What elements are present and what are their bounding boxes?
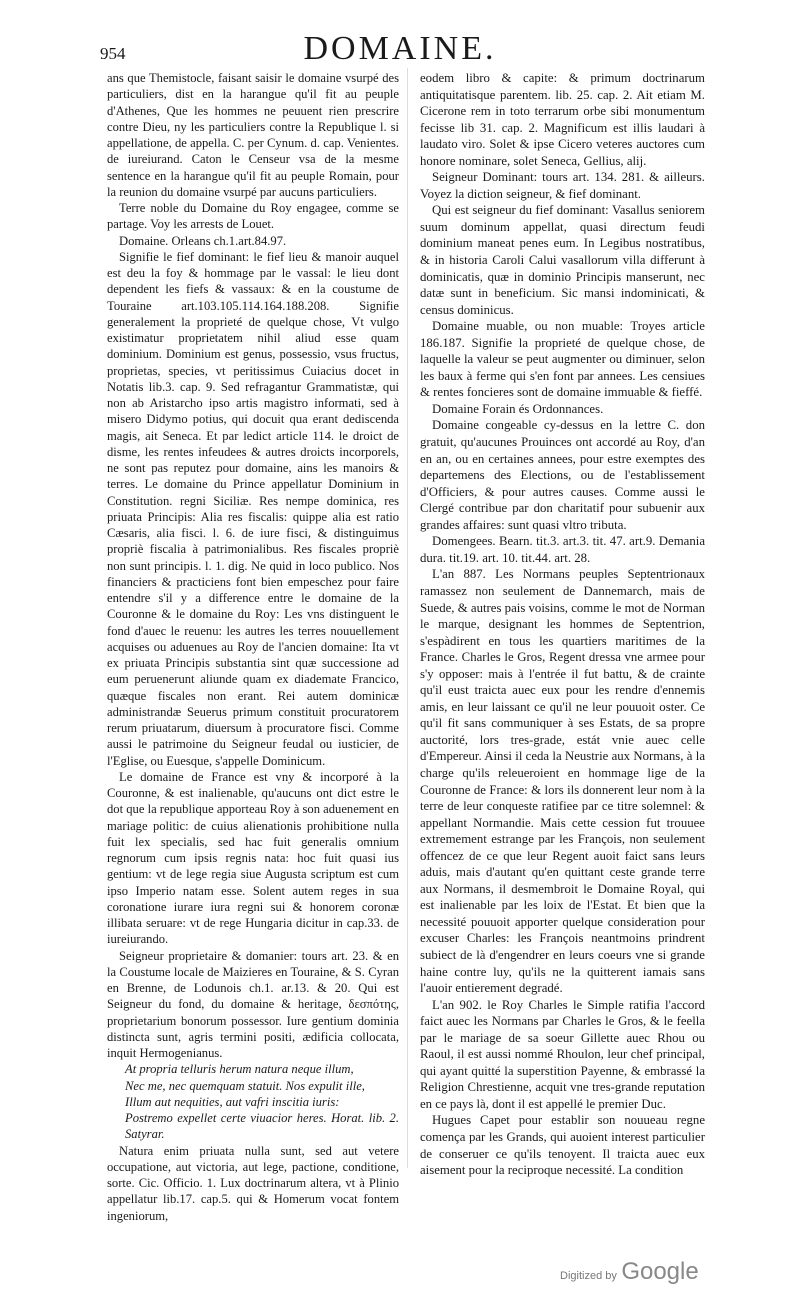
- paragraph: Domaine congeable cy-dessus en la lettre C. don gratuit, qu'aucunes Prouinces ont accordé au Roy, d'an en an, ou en certaines annees, pour estre exemptes des departemens des Elections, ou de l'establissement d'Officiers, & pour autres causes. Comme aussi le Clergé contribue par don charitatif pour subuenir aux grandes affaires: sunt quasi vltro tributa.: [420, 418, 705, 532]
- paragraph: Terre noble du Domaine du Roy engagee, comme se partage. Voy les arrests de Louet.: [107, 201, 399, 232]
- verse-line: Illum aut nequities, aut vafri inscitia iuris:: [125, 1094, 340, 1109]
- paragraph: Seigneur Dominant: tours art. 134. 281. & ailleurs. Voyez la diction seigneur, & fief dominant.: [420, 170, 705, 201]
- paragraph: Qui est seigneur du fief dominant: Vasallus seniorem suum dominum appellat, quasi directum feudi dominium maneat penes eum. In Legibus nostratibus, & in historia Caroli Calui vasallorum villa differunt à dominicatis, quæ in dominio Principis manserunt, nec datæ sunt in beneficium. Sic mansi indominicati, & census dominicus.: [420, 203, 705, 317]
- verse-line: Postremo expellet certe viuacior heres. Horat. lib. 2. Satyrar.: [125, 1111, 399, 1142]
- google-logo: Google: [621, 1258, 699, 1285]
- paragraph: Domengees. Bearn. tit.3. art.3. tit. 47. art.9. Demania dura. tit.19. art. 10. tit.44. art. 28.: [420, 534, 705, 565]
- verse-quote: [107, 1061, 399, 1142]
- paragraph: Seigneur proprietaire & domanier: tours art. 23. & en la Coustume locale de Maizieres en Touraine, & S. Cyran en Brenne, de Lodunois ch.1. ar.13. & 20. Qui est Seigneur du fond, du domaine & heritage, δεσπότης, proprietarium bonorum possessor. Iure gentium dominia distincta sunt, agris termini positi, ædificia collocata, inquit Hermogenianus.: [107, 948, 399, 1060]
- page-number: 954: [100, 44, 126, 63]
- verse-line: At propria telluris herum natura neque illum,: [125, 1062, 354, 1077]
- column-divider: [407, 68, 408, 1168]
- paragraph: Signifie le fief dominant: le fief lieu & manoir auquel est deu la foy & hommage par le vassal: le lieu dont dependent les fiefs & vassaux: & en la coustume de Touraine art.103.105.114.164.188.208. Signifie generalement la proprieté de quelque chose, Vt vulgo existimatur proprietatem nihil aliud esse quam dominium. Dominium est genus, possessio, vsus fructus, proprietas, species, vt peritissimus Cuiacius docet in Notatis lib.3. cap. 9. Sed refragantur Grammatistæ, qui non ab Aristarcho ipso artis magistro informati, sed à misero Didymo potius, qui docuit qua erant dediscenda magis, ait Seneca. Et par ledict article 114. le droict de disme, les rentes infeudees & autres droicts incorporels, ne sont pas reputez pour domaine, ains les manoirs & terres. Le domaine du Prince appellatur Dominium in Constitution. regni Siciliæ. Res nempe dominica, res priuata Principis: Alia res fiscalis: quippe alia est ratio Cæsaris, alia fisci. l. 6. de iure fisci, & distinguimus propriè fiscalia à patrimonialibus. Res fiscales propriè non sunt principis. l. 1. dig. Ne quid in loco publico. Nos financiers & practiciens font bien empeschez pour faire entendre s'il y a difference entre le domaine de la Couronne & le domaine du Roy: Les vns distinguent le fond d'auec le reuenu: les autres les terres nouuellement acquises ou aduenues au Roy de l'ancien domaine: Ita vt ex priuata Principis substantia sint quæ successione ad eum peruenerunt aliunde quam ex diademate Francico, quæque fiscales non erant. Rei autem dominicæ administrandæ Seuerus primum constituit procuratorem rerum priuatarum, diuersum à procuratore fisci. Comme aussi le patrimoine du Seigneur feudal ou iusticier, de l'Eglise, ou Euesque, s'appelle Dominicum.: [107, 249, 399, 768]
- running-head: DOMAINE.: [303, 30, 497, 67]
- watermark-prefix: Digitized by: [560, 1270, 617, 1282]
- paragraph: ans que Themistocle, faisant saisir le domaine vsurpé des particuliers, dist en la harangue qu'il fit au peuple d'Athenes, Que les hommes ne peuuent rien prescrire contre Dieu, ny les particuliers contre la Republique l. si appellatione, de appella. C. per Cynum. d. cap. Venientes. de iureiurand. Caton le Censeur vsa de la mesme sentence en la harangue qu'il fit au peuple Romain, pour la reunion du domaine vsurpé par aucuns particuliers.: [107, 71, 399, 199]
- paragraph: Domaine muable, ou non muable: Troyes article 186.187. Signifie la proprieté de quelque chose, de laquelle la valeur se peut augmenter ou diminuer, selon les baux à ferme qui s'en font par annees. Les censiues & rentes foncieres sont de domaine immuable & fieffé.: [420, 319, 705, 400]
- google-watermark: [560, 1258, 699, 1286]
- left-column: [107, 70, 399, 1224]
- paragraph: Natura enim priuata nulla sunt, sed aut vetere occupatione, aut victoria, aut lege, pactione, conditione, sorte. Cic. Officio. 1. Lux doctrinarum altera, vt à Plinio appellatur lib.17. cap.5. qui & Homerum vocat fontem ingeniorum,: [107, 1143, 399, 1223]
- paragraph: Le domaine de France est vny & incorporé à la Couronne, & est inalienable, qu'aucuns ont dict estre le dot que la republique apporteau Roy à son aduenement en mariage politic: de cuius alienationis prohibitione nulla fuit lex specialis, sed hac fuit generalis omnium regnorum cum ipsis regnis nata: hoc fuit quasi ius gentium: vt de lege regia siue Augusta scriptum est cum ipso Imperio natam esse. Solent autem reges in sua coronatione iurare iura regni sui & honorem coronæ illibata seruare: vt de rege Hungaria dicitur in cap.33. de iureiurando.: [107, 769, 400, 947]
- paragraph: L'an 902. le Roy Charles le Simple ratifia l'accord faict auec les Normans par Charles le Gros, & le feella par le mariage de sa soeur Gillette auec Rhou ou Raoul, il est aussi nommé Rhoulon, leur chef principal, qui ayant quitté la superstition Payenne, & embrassé la Religion Chrestienne, acquit vne tres-grande reputation en ce pays là, dont il est appellé le premier Duc.: [420, 997, 705, 1111]
- page-header: [100, 22, 700, 66]
- paragraph: L'an 887. Les Normans peuples Septentrionaux ramassez non seulement de Dannemarch, mais de Suede, & autres pais voisins, comme le mot de Norman le marque, designant les hommes de Septentrion, s'espàdirent en tous les quartiers maritimes de la France. Charles le Gros, Regent dressa vne armee pour s'y opposer: mais à l'entrée il fut battu, & de crainte qu'il eust traicta auec eux pour les rendre d'ennemis amis, en leur laissant ce qu'il ne leur pouuoit oster. Ce qu'il fit sans communiquer à ses Estats, de sa propre auctorité, lors tres-grade, estát vnie auec celle d'Empereur. Ainsi il ceda la Neustrie aux Normans, à la charge qu'ils releueroient en hommage lige de la Couronne de France: & lors ils donnerent leur nom à la terre de leur conqueste ratifiee par ce titre solemnel: & appellant Normandie. Mais cette cession fut trouuee extremement estrange par les François, non seulement offencez de ce que leur Regent auoit faict sans leurs aduis, mais d'autant qu'en quittant ceste grande terre aux Normans, il desmembroit le Domaine Royal, qui est inalienable par les loix de l'Estat. Et bien que la necessité pouuoit apporter quelque consideration pour excuser Charles: les François neantmoins prindrent subiect de là d'engendrer en leurs coeurs vne si grande haine contre luy, qu'ils ne la quitterent iamais sans l'auoir entierement degradé.: [420, 567, 705, 996]
- verse-line: Nec me, nec quemquam statuit. Nos expulit ille,: [125, 1078, 365, 1093]
- paragraph: eodem libro & capite: & primum doctrinarum antiquitatisque parentem. lib. 25. cap. 2. Ait etiam M. Cicerone rem in toto terrarum orbe sibi monumentum fecisse lib 31. cap. 2. Magnificum est illis laudari à laudato viro. Solet & ipse Cicero veteres auctores cum honore nominare, solet Seneca, Gellius, alij.: [420, 71, 705, 168]
- right-column: [420, 70, 705, 1179]
- paragraph: Hugues Capet pour establir son nouueau regne comença par les Grands, qui auoient interest particulier de conseruer ce qu'ils tenoyent. Il traicta auec eux aisement pour la reciproque necessité. La condition: [420, 1113, 705, 1178]
- paragraph: Domaine Forain és Ordonnances.: [432, 401, 604, 416]
- paragraph: Domaine. Orleans ch.1.art.84.97.: [119, 233, 287, 248]
